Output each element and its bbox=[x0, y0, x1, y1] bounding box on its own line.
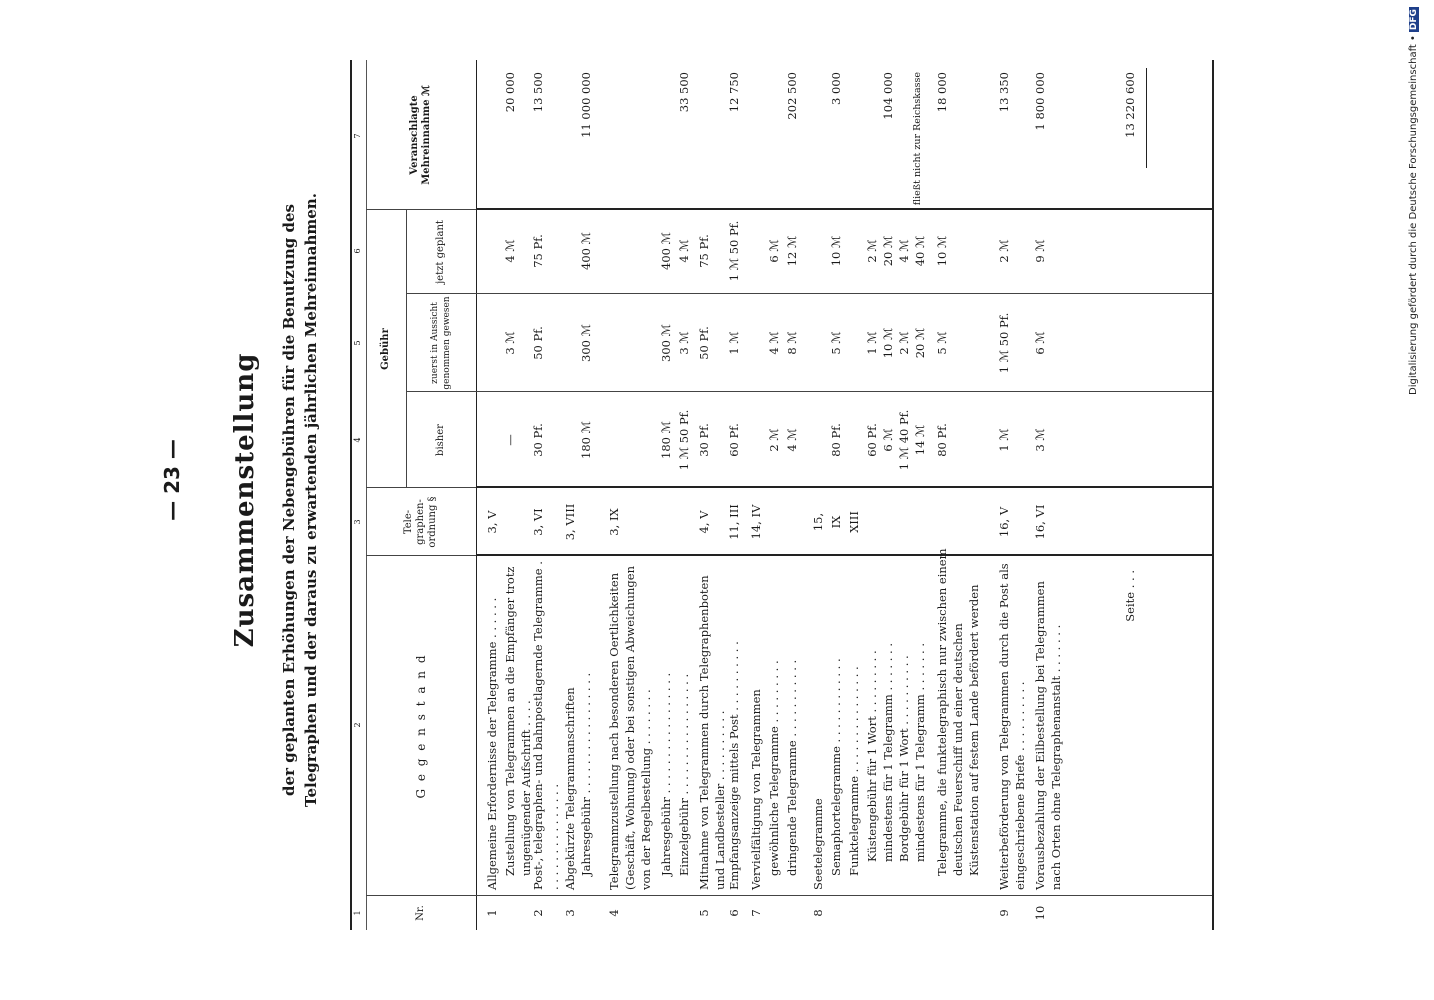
row-fee-bisher: 180 ℳ bbox=[659, 421, 673, 459]
row-fee-bisher: 180 ℳ bbox=[579, 421, 593, 459]
row-mehreinnahme: 11 000 000 bbox=[579, 72, 593, 138]
row-gegenstand: Seite . . . bbox=[1123, 570, 1137, 622]
row-fee-zuerst: 20 ℳ bbox=[913, 327, 927, 359]
row-fee-jetzt: 2 ℳ bbox=[997, 239, 1011, 263]
row-gegenstand: Jahresgebühr . . . . . . . . . . . . . . . . . bbox=[579, 672, 593, 876]
page-title: Zusammenstellung bbox=[230, 352, 260, 648]
table-row bbox=[726, 60, 746, 930]
row-fee-jetzt: 400 ℳ bbox=[659, 232, 673, 270]
row-fee-bisher: 2 ℳ bbox=[767, 428, 781, 452]
row-fee-zuerst: 6 ℳ bbox=[1033, 331, 1047, 355]
row-fee-bisher: 80 Pf. bbox=[935, 423, 949, 457]
row-gegenstand: Zustellung von Telegrammen an die Empfänger trotz ungenügender Aufschrift . . . . bbox=[503, 566, 533, 876]
table-row bbox=[784, 60, 802, 930]
row-fee-jetzt: 6 ℳ bbox=[767, 239, 781, 263]
row-number: 5 bbox=[697, 909, 711, 917]
row-number: 6 bbox=[727, 909, 741, 917]
row-gegenstand: Jahresgebühr . . . . . . . . . . . . . . . . . bbox=[659, 672, 673, 876]
column-number: 2 bbox=[353, 722, 362, 728]
row-paragraph: 15, bbox=[811, 512, 825, 532]
row-fee-jetzt: 400 ℳ bbox=[579, 232, 593, 270]
row-paragraph: 16, VI bbox=[1033, 504, 1047, 540]
row-paragraph: 14, IV bbox=[749, 504, 763, 540]
row-number: 4 bbox=[607, 909, 621, 917]
row-mehreinnahme: 33 500 bbox=[677, 72, 691, 113]
row-gegenstand: Einzelgebühr . . . . . . . . . . . . . . . . . bbox=[677, 673, 691, 876]
table-row bbox=[484, 60, 502, 930]
row-fee-zuerst: 50 Pf. bbox=[697, 326, 711, 360]
header-zuerst: zuerst in Aussicht genommen gewesen bbox=[406, 293, 476, 392]
table-row bbox=[996, 60, 1030, 930]
row-fee-jetzt: 9 ℳ bbox=[1033, 239, 1047, 263]
header-gegenstand: G e g e n s t a n d bbox=[366, 555, 476, 896]
table-row bbox=[562, 60, 578, 930]
column-number: 5 bbox=[353, 340, 362, 346]
row-mehreinnahme: 13 500 bbox=[531, 72, 545, 113]
header-bisher: bisher bbox=[406, 391, 476, 488]
table-row bbox=[676, 60, 694, 930]
header-divider bbox=[476, 60, 477, 930]
row-fee-bisher: 30 Pf. bbox=[697, 423, 711, 457]
row-paragraph: IX bbox=[829, 515, 843, 529]
table-row bbox=[880, 60, 896, 930]
row-mehreinnahme: 13 220 600 bbox=[1123, 72, 1137, 138]
row-gegenstand: Abgekürzte Telegrammanschriften bbox=[563, 687, 577, 890]
row-fee-bisher: 1 ℳ bbox=[997, 428, 1011, 452]
row-fee-zuerst: 3 ℳ bbox=[503, 331, 517, 355]
row-fee-zuerst: 5 ℳ bbox=[829, 331, 843, 355]
row-gegenstand: Mitnahme von Telegrammen durch Telegraphenboten und Landbesteller . . . . . . . . . . bbox=[697, 575, 727, 890]
row-gegenstand: Küstengebühr für 1 Wort . . . . . . . . . bbox=[865, 650, 879, 862]
header-telegraphenordnung: Tele-graphen-ordnung § bbox=[366, 487, 476, 556]
row-gegenstand: Post-, telegraphen- und bahnpostlagernde Telegramme . . . . . . . . . . . . . . . . bbox=[531, 561, 561, 890]
table-row bbox=[658, 60, 676, 930]
table-row bbox=[502, 60, 532, 930]
subtitle-line-1: der geplanten Erhöhungen der Nebengebühren für die Benutzung des bbox=[280, 204, 298, 796]
row-mehreinnahme: 202 500 bbox=[785, 72, 799, 120]
rotated-content bbox=[160, 50, 1260, 950]
row-gegenstand: Telegramme, die funktelegraphisch nur zwischen einem deutschen Feuerschiff und einer deutschen Küstenstation auf festem Lande befördert werden bbox=[935, 548, 981, 876]
row-paragraph: 3, V bbox=[485, 510, 499, 534]
header-nr: Nr. bbox=[366, 895, 476, 930]
table-row bbox=[1032, 60, 1072, 930]
row-fee-jetzt: 10 ℳ bbox=[935, 235, 949, 267]
row-number: 10 bbox=[1033, 905, 1047, 921]
row-fee-jetzt: 40 ℳ bbox=[913, 235, 927, 267]
table-row bbox=[846, 60, 864, 930]
row-fee-zuerst: 2 ℳ bbox=[897, 331, 911, 355]
row-paragraph: 3, VIII bbox=[563, 503, 577, 541]
table-row bbox=[934, 60, 994, 930]
row-fee-jetzt: 4 ℳ bbox=[503, 239, 517, 263]
row-gegenstand: Vervielfältigung von Telegrammen bbox=[749, 689, 763, 890]
header-jetzt: jetzt geplant bbox=[406, 209, 476, 294]
row-mehreinnahme: 12 750 bbox=[727, 72, 741, 113]
page-number: — 23 — bbox=[160, 439, 184, 521]
row-fee-jetzt: 10 ℳ bbox=[829, 235, 843, 267]
watermark-label: Digitalisierung gefördert durch die Deutsche Forschungsgemeinschaft • bbox=[1408, 35, 1419, 395]
row-fee-bisher: 60 Pf. bbox=[865, 423, 879, 457]
dfg-logo: DFG bbox=[1409, 9, 1419, 31]
row-gegenstand: Empfangsanzeige mittels Post . . . . . . . . . . bbox=[727, 641, 741, 890]
row-fee-bisher: 6 ℳ bbox=[881, 428, 895, 452]
row-mehreinnahme: 104 000 bbox=[881, 72, 895, 120]
table-row bbox=[864, 60, 880, 930]
digitization-watermark bbox=[1408, 10, 1432, 395]
column-number: 7 bbox=[353, 133, 362, 139]
row-paragraph: 16, V bbox=[997, 506, 1011, 538]
data-table bbox=[350, 60, 1214, 930]
row-mehreinnahme: 18 000 bbox=[935, 72, 949, 113]
column-number: 3 bbox=[353, 519, 362, 525]
row-gegenstand: Telegrammzustellung nach besonderen Oertlichkeiten (Geschäft, Wohnung) oder bei sonstigen Abweichungen von der Regelbestellung . . . . . . . . bbox=[607, 566, 653, 890]
row-fee-zuerst: 1 ℳ 50 Pf. bbox=[997, 312, 1011, 374]
page-subtitle bbox=[278, 110, 322, 890]
row-fee-zuerst: 3 ℳ bbox=[677, 331, 691, 355]
row-mehreinnahme: 1 800 000 bbox=[1033, 72, 1047, 131]
row-fee-jetzt: 4 ℳ bbox=[677, 239, 691, 263]
row-fee-jetzt: 1 ℳ 50 Pf. bbox=[727, 220, 741, 282]
row-gegenstand: Seetelegramme bbox=[811, 798, 825, 890]
table-row bbox=[766, 60, 784, 930]
row-gegenstand: gewöhnliche Telegramme . . . . . . . . . bbox=[767, 660, 781, 876]
row-fee-jetzt: 4 ℳ bbox=[897, 239, 911, 263]
row-fee-bisher: 80 Pf. bbox=[829, 423, 843, 457]
row-gegenstand: dringende Telegramme . . . . . . . . . . . bbox=[785, 659, 799, 876]
row-fee-jetzt: 75 Pf. bbox=[531, 234, 545, 268]
row-fee-jetzt: 12 ℳ bbox=[785, 235, 799, 267]
row-paragraph: 3, VI bbox=[531, 508, 545, 536]
row-paragraph: 11, III bbox=[727, 504, 741, 540]
row-fee-bisher: 1 ℳ 50 Pf. bbox=[677, 409, 691, 471]
column-number: 6 bbox=[353, 248, 362, 254]
row-gegenstand: Semaphortelegramme . . . . . . . . . . . . bbox=[829, 658, 843, 876]
row-mehreinnahme: fließt nicht zur Reichskasse bbox=[912, 72, 923, 206]
row-fee-zuerst: 50 Pf. bbox=[531, 326, 545, 360]
row-number: 3 bbox=[563, 909, 577, 917]
row-fee-zuerst: 300 ℳ bbox=[659, 324, 673, 362]
row-gegenstand: Vorausbezahlung der Eilbestellung bei Telegrammen nach Orten ohne Telegraphenanstalt . . . . . . . bbox=[1033, 581, 1063, 890]
watermark-text bbox=[1408, 10, 1428, 395]
row-number: 2 bbox=[531, 909, 545, 917]
row-fee-bisher: 4 ℳ bbox=[785, 428, 799, 452]
row-fee-bisher: 1 ℳ 40 Pf. bbox=[897, 409, 911, 471]
row-mehreinnahme: 13 350 bbox=[997, 72, 1011, 113]
row-fee-zuerst: 1 ℳ bbox=[727, 331, 741, 355]
table-row bbox=[606, 60, 658, 930]
row-fee-zuerst: 1 ℳ bbox=[865, 331, 879, 355]
row-fee-bisher: 60 Pf. bbox=[727, 423, 741, 457]
row-number: 1 bbox=[485, 909, 499, 917]
row-fee-zuerst: 8 ℳ bbox=[785, 331, 799, 355]
table-row bbox=[828, 60, 846, 930]
subtitle-line-2: Telegraphen und der daraus zu erwartenden jährlichen Mehreinnahmen. bbox=[302, 193, 320, 807]
row-gegenstand: Bordgebühr für 1 Wort . . . . . . . . . . bbox=[897, 655, 911, 862]
row-number: 8 bbox=[811, 909, 825, 917]
row-paragraph: XIII bbox=[847, 511, 861, 533]
table-row bbox=[696, 60, 726, 930]
column-number: 1 bbox=[353, 910, 362, 916]
row-fee-zuerst: 10 ℳ bbox=[881, 327, 895, 359]
row-fee-zuerst: 5 ℳ bbox=[935, 331, 949, 355]
table-row bbox=[810, 60, 828, 930]
row-gegenstand: mindestens für 1 Telegramm . . . . . . . bbox=[913, 642, 927, 862]
row-fee-jetzt: 75 Pf. bbox=[697, 234, 711, 268]
table-row bbox=[1122, 60, 1142, 930]
row-paragraph: 3, IX bbox=[607, 508, 621, 536]
row-gegenstand: Weiterbeförderung von Telegrammen durch die Post als eingeschriebene Briefe . . . . . . . . . . bbox=[997, 563, 1027, 890]
column-number-row bbox=[352, 60, 367, 930]
table-row bbox=[578, 60, 596, 930]
row-fee-bisher: 3 ℳ bbox=[1033, 428, 1047, 452]
row-gegenstand: Allgemeine Erfordernisse der Telegramme . . . . . . bbox=[485, 597, 499, 890]
table-row bbox=[530, 60, 562, 930]
row-mehreinnahme: 20 000 bbox=[503, 72, 517, 113]
row-number: 7 bbox=[749, 909, 763, 917]
header-gebuehr: Gebühr bbox=[366, 209, 407, 488]
row-fee-zuerst: 300 ℳ bbox=[579, 324, 593, 362]
header-mehreinnahme: Veranschlagte Mehreinnahme ℳ bbox=[409, 85, 432, 185]
row-fee-zuerst: 4 ℳ bbox=[767, 331, 781, 355]
row-fee-bisher: 14 ℳ bbox=[913, 424, 927, 456]
table-row bbox=[896, 60, 912, 930]
table-row bbox=[748, 60, 766, 930]
row-fee-jetzt: 2 ℳ bbox=[865, 239, 879, 263]
row-gegenstand: Funktelegramme . . . . . . . . . . . . . . . bbox=[847, 666, 861, 876]
row-mehreinnahme: 3 000 bbox=[829, 72, 843, 105]
row-fee-jetzt: 20 ℳ bbox=[881, 235, 895, 267]
row-number: 9 bbox=[997, 909, 1011, 917]
row-gegenstand: mindestens für 1 Telegramm . . . . . . . bbox=[881, 642, 895, 862]
row-fee-bisher: 30 Pf. bbox=[531, 423, 545, 457]
row-paragraph: 4, V bbox=[697, 510, 711, 534]
row-fee-bisher: — bbox=[503, 434, 517, 446]
sum-rule bbox=[1146, 68, 1147, 168]
column-number: 4 bbox=[353, 437, 362, 443]
